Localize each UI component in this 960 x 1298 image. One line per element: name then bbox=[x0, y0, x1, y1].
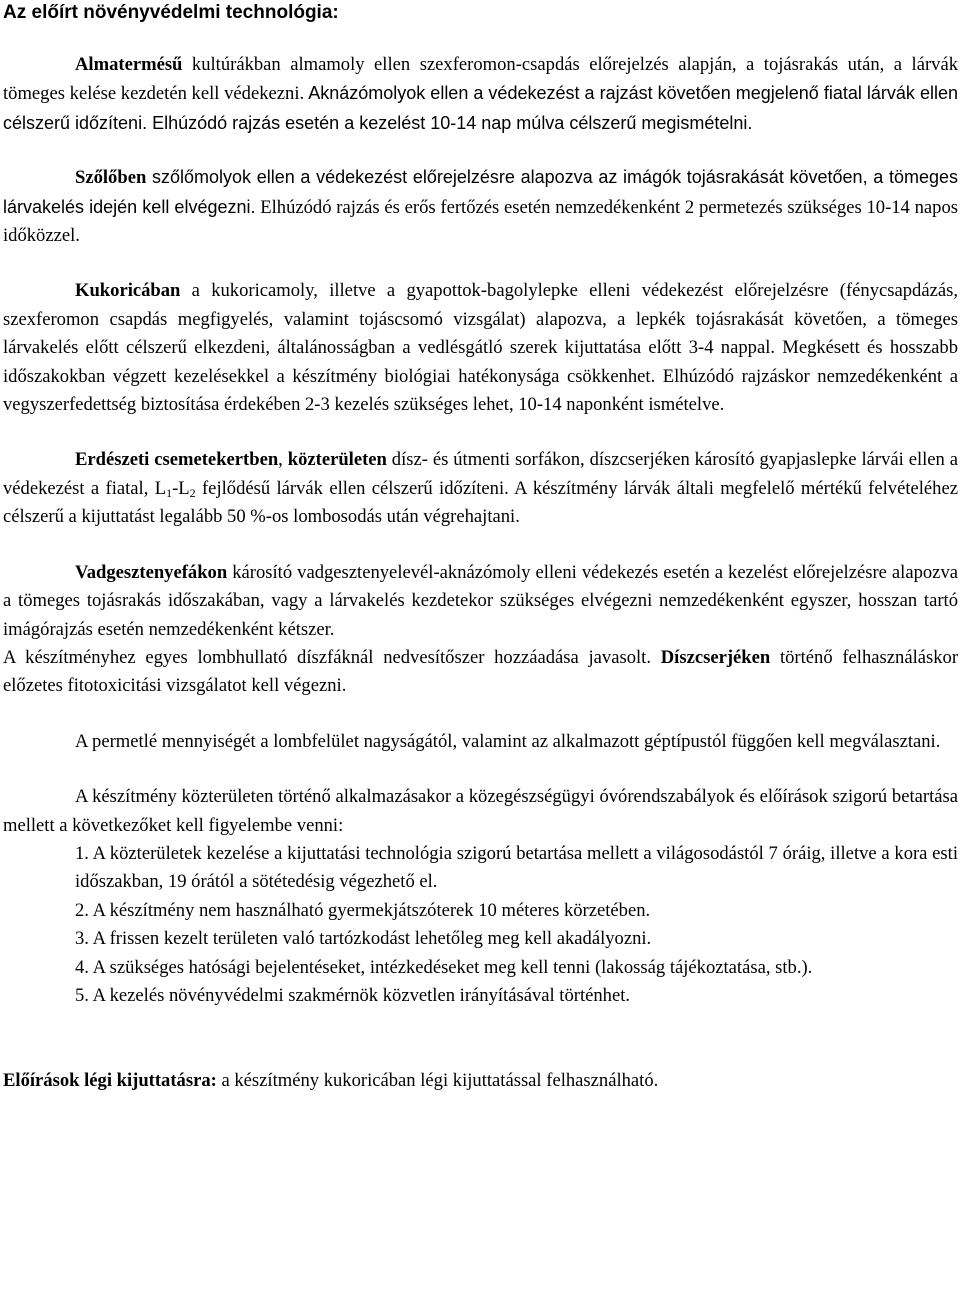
crop-heading-kozterulet: közterületen bbox=[287, 449, 387, 471]
subscript: 1 bbox=[166, 485, 173, 500]
list-item: 5. A kezelés növényvédelmi szakmérnök közvetlen irányításával történhet. bbox=[75, 984, 631, 1006]
paragraph-text: a kukoricamoly, illetve a gyapottok-bagolylepke elleni védekezést előrejelzésre (fénycsapdázás, szexferomon csapdás megfigyelés, valamint tojáscsomó vizsgálat) alapozva, a lepkék tojásrakását követően, a tömeges lárvakelés előtt célszerű elkezdeni, általánosságban a vedlésgátló szerek kijuttatása előtt 3-4 nappal. Megkésett és hosszabb időszakokban végzett kezelésekkel a készítmény biológiai hatékonysága csökkenhet. Elhúzódó rajzáskor nemzedékenként a vegyszerfedettség biztosítása érdekében 2-3 kezelés szükséges lehet, 10-14 naponként ismételve. bbox=[3, 280, 958, 416]
dash-text: -L bbox=[172, 477, 190, 499]
paragraph-vadgesztenye bbox=[3, 559, 958, 644]
legi-heading: Előírások légi kijuttatásra: bbox=[3, 1070, 217, 1092]
paragraph-permetle: A permetlé mennyiségét a lombfelület nagyságától, valamint az alkalmazott géptípustól függően kell megválasztani. bbox=[75, 730, 941, 752]
paragraph-text: Elhúzódó rajzás és erős fertőzés esetén nemzedékenként 2 permetezés szükséges 10-14 napos időközzel. bbox=[3, 196, 959, 247]
list-item: 1. A közterületek kezelése a kijuttatási technológia szigorú betartása mellett a világosodástól 7 óráig, illetve a kora esti időszakban, 19 órától a sötétedésig végezhető el. bbox=[75, 842, 958, 893]
paragraph-disz bbox=[3, 644, 958, 701]
list-item: 3. A frissen kezelt területen való tartózkodást lehetőleg meg kell akadályozni. bbox=[75, 928, 652, 950]
section-title: Az előírt növényvédelmi technológia: bbox=[3, 2, 339, 23]
paragraph-text-sans: Aknázómolyok ellen a védekezést a rajzást követően megjelenő fiatal lárvák ellen célszerű időzíteni. Elhúzódó rajzás esetén a kezelést 10-14 nap múlva célszerű megismételni. bbox=[3, 83, 958, 133]
crop-heading-diszcserje: Díszcserjéken bbox=[660, 646, 771, 668]
rules-list bbox=[3, 840, 958, 1010]
crop-heading-almatermesu: Almatermésű bbox=[75, 54, 183, 75]
paragraph-text: károsító vadgesztenyelevél-aknázómoly elleni védekezés esetén a kezelést előrejelzésre alapozva a tömeges tojásrakás időszakában, vagy a lárvakelés kezdetekor szükséges elvégezni nemzedékenként egyszer, hosszan tartó imágórajzás esetén nemzedékenként kétszer. bbox=[3, 561, 958, 640]
paragraph-kukorica bbox=[3, 277, 958, 419]
crop-heading-vadgesztenye: Vadgesztenyefákon bbox=[75, 561, 228, 583]
paragraph-text: fejlődésű lárvák ellen célszerű időzíteni. A készítmény lárvák általi megfelelő mértékű felvételéhez célszerű a kijuttatást legalább 50 %-os lombosodás után végrehajtani. bbox=[3, 477, 958, 528]
list-item: 4. A szükséges hatósági bejelentéseket, intézkedéseket meg kell tenni (lakosság tájékoztatása, stb.). bbox=[75, 956, 813, 978]
list-item: 2. A készítmény nem használható gyermekjátszóterek 10 méteres körzetében. bbox=[75, 899, 651, 921]
paragraph-text: kultúrákban almamoly ellen szexferomon-csapdás előrejelzés alapján, a tojásrakás után, a lárvák tömeges kelése kezdetén kell védekezni. bbox=[3, 54, 958, 105]
paragraph-szolo bbox=[3, 163, 958, 250]
subscript: 2 bbox=[189, 485, 196, 500]
paragraph-text: dísz- és útmenti sorfákon, díszcserjéken károsító gyapjaslepke lárvái ellen a védekezést a fiatal, L bbox=[3, 449, 958, 499]
paragraph-kozterulet-intro: A készítmény közterületen történő alkalmazásakor a közegészségügyi óvórendszabályok és előírások szigorú betartása mellett a következőket kell figyelembe venni: bbox=[3, 786, 958, 836]
crop-heading-kukorica: Kukoricában bbox=[75, 280, 181, 302]
paragraph-text-sans: szőlőmolyok ellen a védekezést előrejelzésre alapozva az imágók tojásrakását követően, a tömeges lárvakelés idején kell elvégezni. bbox=[3, 167, 958, 217]
paragraph-text: A készítményhez egyes lombhullató díszfáknál nedvesítőszer hozzáadása javasolt. bbox=[3, 646, 661, 668]
paragraph-text: a készítmény kukoricában légi kijuttatással felhasználható. bbox=[216, 1070, 659, 1092]
paragraph-text: történő felhasználáskor előzetes fitotoxicitási vizsgálatot kell végezni. bbox=[3, 646, 959, 697]
separator: , bbox=[278, 449, 288, 471]
paragraph-legi bbox=[3, 1067, 958, 1095]
crop-heading-szolo: Szőlőben bbox=[75, 167, 147, 189]
paragraph-almatermesu bbox=[3, 51, 958, 138]
crop-heading-erdeszeti: Erdészeti csemetekertben bbox=[75, 449, 279, 471]
paragraph-erdeszeti bbox=[3, 446, 958, 531]
